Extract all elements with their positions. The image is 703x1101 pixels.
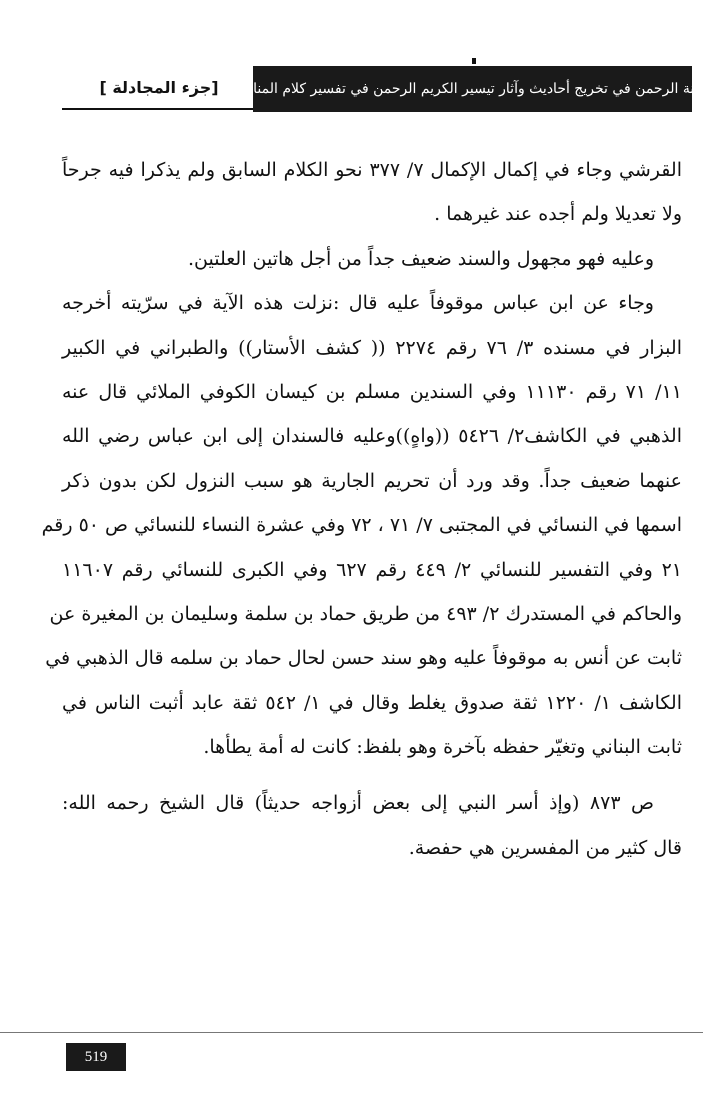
text-line: ص ٨٧٣ (وإذ أسر النبي إلى بعض أزواجه حديثاً) قال الشيخ رحمه الله:	[62, 792, 654, 815]
text-line: الكاشف ١/ ١٢٢٠ ثقة صدوق يغلط وقال في ١/ ٥٤٢ ثقة عابد أثبت الناس في	[62, 691, 682, 714]
text-line: ولا تعديلا ولم أجده عند غيرهما .	[434, 203, 682, 226]
text-line: والحاكم في المستدرك ٢/ ٤٩٣ من طريق حماد بن سلمة وسليمان بن المغيرة عن	[49, 602, 682, 625]
footer-rule	[0, 1032, 703, 1033]
text-line: ثابت عن أنس به موقوفاً عليه وهو سند حسن لحال حماد بن سلمه قال الذهبي في	[45, 647, 682, 670]
text-line: الذهبي في الكاشف٢/ ٥٤٢٦ ((واهٍ))وعليه فالسندان إلى ابن عباس رضي الله	[62, 425, 682, 448]
page-number-text: 519	[84, 1048, 108, 1065]
text-line: ثابت البناني وتغيّر حفظه بآخرة وهو بلفظ: كانت له أمة يطأها.	[203, 736, 682, 759]
text-line: ٢١ وفي التفسير للنسائي ٢/ ٤٤٩ رقم ٦٢٧ وفي الكبرى للنسائي رقم ١١٦٠٧	[62, 558, 682, 581]
text-line: عنهما ضعيف جداً. وقد ورد أن تحريم الجارية هو سبب النزول لكن بدون ذكر	[62, 469, 682, 492]
text-line: وجاء عن ابن عباس موقوفاً عليه قال :نزلت هذه الآية في سرّيته أخرجه	[62, 292, 654, 315]
text-line: ١١/ ٧١ رقم ١١١٣٠ وفي السندين مسلم بن كيسان الكوفي الملائي قال عنه	[62, 380, 683, 403]
text-line: البزار في مسنده ٣/ ٧٦ رقم ٢٢٧٤ (( كشف الأستار)) والطبراني في الكبير	[62, 336, 682, 359]
running-header-title	[242, 66, 703, 112]
text-line: قال كثير من المفسرين هي حفصة.	[408, 836, 682, 859]
text-line: اسمها في النسائي في المجتبى ٧/ ٧١ ، ٧٢ وفي عشرة النساء للنسائي ص ٥٠ رقم	[41, 514, 682, 537]
header-tick-mark	[472, 58, 476, 64]
section-label: [جزء المجادلة ]	[99, 78, 219, 97]
text-line: وعليه فهو مجهول والسند ضعيف جداً من أجل هاتين العلتين.	[188, 247, 654, 270]
text-line: القرشي وجاء في إكمال الإكمال ٧/ ٣٧٧ نحو الكلام السابق ولم يذكرا فيه جرحاً	[62, 159, 682, 181]
running-header-title-text: منة الرحمن في تخريج أحاديث وآثار تيسير الكريم الرحمن في تفسير كلام المنان	[242, 81, 703, 97]
page-number	[66, 1043, 126, 1071]
main-text	[41, 148, 683, 870]
